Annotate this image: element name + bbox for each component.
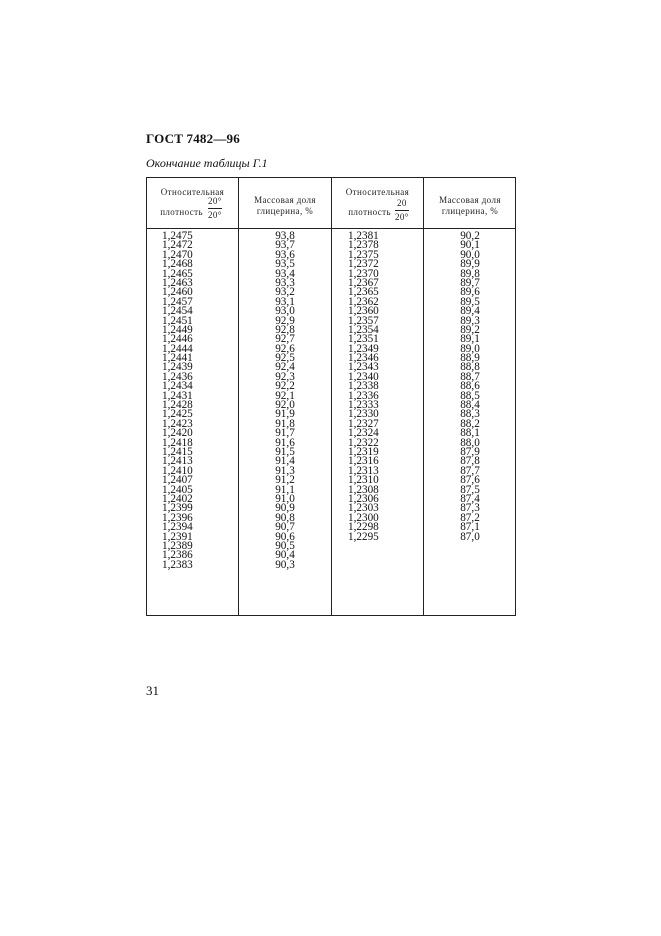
density-cell: 1,2316 (348, 455, 379, 468)
density-cell: 1,2405 (162, 483, 193, 496)
density-cell: 1,2298 (348, 521, 379, 534)
density-cell: 1,2340 (348, 370, 379, 383)
density-cell: 1,2375 (348, 248, 379, 261)
density-cell: 1,2418 (162, 436, 193, 449)
mass-fraction-cell: 92,1 (275, 389, 295, 402)
density-cell: 1,2434 (162, 380, 193, 393)
density-cell: 1,2322 (348, 436, 379, 449)
header-right-density-line2: плотность (348, 207, 391, 217)
header-right-mass-line2: глицерина, % (441, 206, 499, 216)
header-right-mass-line1: Массовая доля (439, 195, 501, 205)
density-cell: 1,2431 (162, 389, 193, 402)
mass-fraction-cell: 89,5 (460, 295, 480, 308)
density-cell: 1,2354 (348, 323, 379, 336)
mass-fraction-cell: 89,4 (460, 305, 480, 318)
left-mass-column (239, 232, 331, 570)
mass-fraction-cell: 91,7 (275, 427, 295, 440)
mass-fraction-cell: 93,5 (275, 258, 295, 271)
density-cell: 1,2413 (162, 455, 193, 468)
density-cell: 1,2372 (348, 258, 379, 271)
density-cell: 1,2454 (162, 305, 193, 318)
mass-fraction-cell: 90,5 (275, 539, 295, 552)
header-right-density (332, 178, 423, 228)
mass-fraction-cell: 93,4 (275, 267, 295, 280)
mass-fraction-cell: 93,3 (275, 276, 295, 289)
mass-fraction-cell: 92,8 (275, 323, 295, 336)
mass-fraction-cell: 91,9 (275, 408, 295, 421)
mass-fraction-cell: 90,3 (275, 558, 295, 571)
fraction-numerator: 20 (397, 198, 407, 208)
density-cell: 1,2383 (162, 558, 193, 571)
mass-fraction-cell: 88,9 (460, 352, 480, 365)
mass-fraction-cell: 88,5 (460, 389, 480, 402)
mass-fraction-cell: 90,8 (275, 511, 295, 524)
density-cell: 1,2446 (162, 333, 193, 346)
mass-fraction-cell: 87,9 (460, 445, 480, 458)
mass-fraction-cell: 87,1 (460, 521, 480, 534)
fraction-bar (395, 210, 409, 211)
mass-fraction-cell: 88,7 (460, 370, 480, 383)
density-cell: 1,2389 (162, 539, 193, 552)
density-cell: 1,2415 (162, 445, 193, 458)
fraction-denominator: 20° (395, 212, 409, 222)
header-right-fraction (395, 198, 409, 223)
mass-fraction-cell: 87,5 (460, 483, 480, 496)
density-cell: 1,2407 (162, 474, 193, 487)
density-cell: 1,2468 (162, 258, 193, 271)
density-cell: 1,2399 (162, 502, 193, 515)
mass-fraction-cell: 90,4 (275, 549, 295, 562)
page-number: 31 (146, 683, 159, 698)
density-cell: 1,2338 (348, 380, 379, 393)
mass-fraction-cell: 93,1 (275, 295, 295, 308)
fraction-denominator: 20° (208, 210, 222, 220)
density-cell: 1,2425 (162, 408, 193, 421)
density-cell: 1,2420 (162, 427, 193, 440)
mass-fraction-cell: 91,3 (275, 464, 295, 477)
mass-fraction-cell: 93,8 (275, 230, 295, 242)
density-cell: 1,2367 (348, 276, 379, 289)
mass-fraction-cell: 89,2 (460, 323, 480, 336)
header-left-density-line2: плотность (160, 207, 203, 217)
mass-fraction-cell: 89,1 (460, 333, 480, 346)
left-density-column (162, 232, 232, 570)
mass-fraction-cell: 91,8 (275, 417, 295, 430)
mass-fraction-cell: 92,5 (275, 352, 295, 365)
header-left-mass-line2: глицерина, % (256, 206, 314, 216)
density-cell: 1,2370 (348, 267, 379, 280)
density-cell: 1,2402 (162, 492, 193, 505)
density-cell: 1,2360 (348, 305, 379, 318)
density-cell: 1,2308 (348, 483, 379, 496)
density-cell: 1,2386 (162, 549, 193, 562)
density-cell: 1,2319 (348, 445, 379, 458)
mass-fraction-cell: 91,6 (275, 436, 295, 449)
mass-fraction-cell: 92,3 (275, 370, 295, 383)
header-left-density (147, 178, 238, 228)
mass-fraction-cell: 89,3 (460, 314, 480, 327)
header-left-mass (239, 178, 331, 228)
header-left-fraction (208, 196, 222, 221)
mass-fraction-cell: 88,1 (460, 427, 480, 440)
density-cell: 1,2327 (348, 417, 379, 430)
mass-fraction-cell: 92,9 (275, 314, 295, 327)
mass-fraction-cell: 90,9 (275, 502, 295, 515)
density-cell: 1,2295 (348, 530, 379, 543)
document-standard-header: ГОСТ 7482—96 (146, 131, 240, 146)
density-cell: 1,2324 (348, 427, 379, 440)
density-cell: 1,2423 (162, 417, 193, 430)
mass-fraction-cell: 91,1 (275, 483, 295, 496)
mass-fraction-cell: 88,3 (460, 408, 480, 421)
mass-fraction-cell: 90,7 (275, 521, 295, 534)
mass-fraction-cell: 87,4 (460, 492, 480, 505)
mass-fraction-cell: 87,2 (460, 511, 480, 524)
density-cell: 1,2362 (348, 295, 379, 308)
density-cell: 1,2346 (348, 352, 379, 365)
mass-fraction-cell: 87,7 (460, 464, 480, 477)
density-cell: 1,2465 (162, 267, 193, 280)
mass-fraction-cell: 89,8 (460, 267, 480, 280)
density-cell: 1,2436 (162, 370, 193, 383)
density-cell: 1,2365 (348, 286, 379, 299)
density-cell: 1,2351 (348, 333, 379, 346)
mass-fraction-cell: 92,2 (275, 380, 295, 393)
density-cell: 1,2470 (162, 248, 193, 261)
header-right-mass (424, 178, 516, 228)
mass-fraction-cell: 88,0 (460, 436, 480, 449)
table-caption: Окончание таблицы Г.1 (146, 156, 268, 170)
fraction-bar (208, 208, 222, 209)
density-cell: 1,2330 (348, 408, 379, 421)
mass-fraction-cell: 89,6 (460, 286, 480, 299)
density-cell: 1,2444 (162, 342, 193, 355)
mass-fraction-cell: 87,3 (460, 502, 480, 515)
density-cell: 1,2300 (348, 511, 379, 524)
density-cell: 1,2313 (348, 464, 379, 477)
density-cell: 1,2449 (162, 323, 193, 336)
mass-fraction-cell: 88,2 (460, 417, 480, 430)
mass-fraction-cell: 89,0 (460, 342, 480, 355)
mass-fraction-cell: 92,6 (275, 342, 295, 355)
mass-fraction-cell: 91,2 (275, 474, 295, 487)
density-cell: 1,2349 (348, 342, 379, 355)
mass-fraction-cell: 90,2 (460, 230, 480, 242)
density-cell: 1,2303 (348, 502, 379, 515)
fraction-numerator: 20° (208, 196, 222, 206)
density-cell: 1,2381 (348, 230, 379, 242)
density-cell: 1,2306 (348, 492, 379, 505)
mass-fraction-cell: 91,4 (275, 455, 295, 468)
density-cell: 1,2343 (348, 361, 379, 374)
mass-fraction-cell: 87,6 (460, 474, 480, 487)
density-cell: 1,2310 (348, 474, 379, 487)
density-cell: 1,2472 (162, 239, 193, 252)
density-cell: 1,2410 (162, 464, 193, 477)
mass-fraction-cell: 91,0 (275, 492, 295, 505)
density-cell: 1,2463 (162, 276, 193, 289)
density-cell: 1,2391 (162, 530, 193, 543)
density-cell: 1,2378 (348, 239, 379, 252)
mass-fraction-cell: 88,6 (460, 380, 480, 393)
header-left-density-line1: Относительная (160, 187, 225, 197)
mass-fraction-cell: 89,7 (460, 276, 480, 289)
mass-fraction-cell: 88,8 (460, 361, 480, 374)
mass-fraction-cell: 92,7 (275, 333, 295, 346)
header-left-mass-line1: Массовая доля (254, 195, 316, 205)
density-cell: 1,2457 (162, 295, 193, 308)
density-cell: 1,2475 (162, 230, 193, 242)
density-cell: 1,2333 (348, 399, 379, 412)
density-cell: 1,2357 (348, 314, 379, 327)
column-divider-2 (331, 178, 332, 615)
mass-fraction-cell: 87,0 (460, 530, 480, 543)
density-cell: 1,2336 (348, 389, 379, 402)
mass-fraction-cell: 89,9 (460, 258, 480, 271)
density-cell: 1,2460 (162, 286, 193, 299)
mass-fraction-cell: 91,5 (275, 445, 295, 458)
density-cell: 1,2451 (162, 314, 193, 327)
mass-fraction-cell: 92,4 (275, 361, 295, 374)
mass-fraction-cell: 93,6 (275, 248, 295, 261)
density-cell: 1,2396 (162, 511, 193, 524)
mass-fraction-cell: 92,0 (275, 399, 295, 412)
header-right-density-line1: Относительная (345, 187, 410, 197)
mass-fraction-cell: 93,7 (275, 239, 295, 252)
density-cell: 1,2394 (162, 521, 193, 534)
mass-fraction-cell: 90,1 (460, 239, 480, 252)
right-density-column (348, 232, 418, 542)
mass-fraction-cell: 87,8 (460, 455, 480, 468)
density-cell: 1,2428 (162, 399, 193, 412)
density-cell: 1,2439 (162, 361, 193, 374)
mass-fraction-cell: 88,4 (460, 399, 480, 412)
density-table (146, 177, 516, 616)
mass-fraction-cell: 93,2 (275, 286, 295, 299)
right-mass-column (424, 232, 516, 542)
mass-fraction-cell: 93,0 (275, 305, 295, 318)
mass-fraction-cell: 90,0 (460, 248, 480, 261)
density-cell: 1,2441 (162, 352, 193, 365)
mass-fraction-cell: 90,6 (275, 530, 295, 543)
